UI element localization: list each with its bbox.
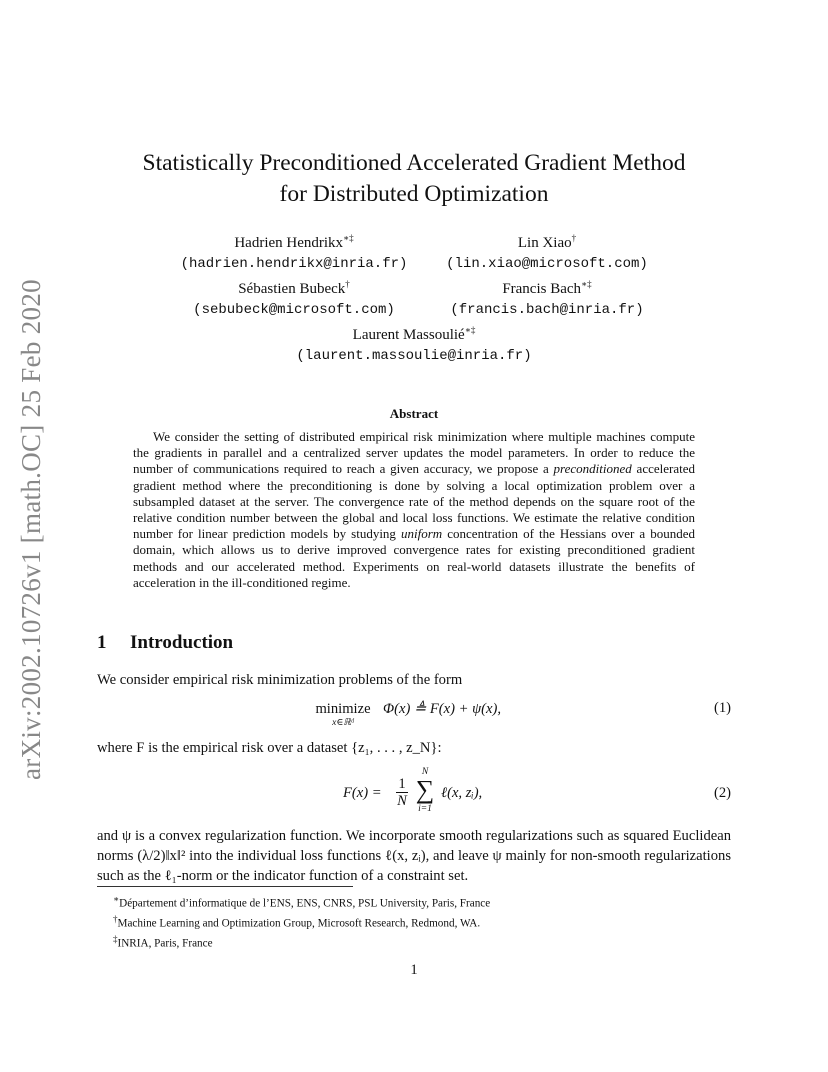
author-marks: † — [345, 279, 350, 289]
footnote-text: Département d’informatique de l’ENS, ENS, CNRS, PSL University, Paris, France — [119, 897, 491, 910]
eq2-sum-upper: N — [421, 767, 429, 777]
author-name: Laurent Massoulié — [352, 327, 465, 343]
abstract-emphasis: uniform — [401, 526, 443, 542]
eq2-fraction — [396, 776, 408, 809]
eq2-frac-denominator: N — [397, 793, 407, 809]
footnote-text: Machine Learning and Optimization Group, Microsoft Research, Redmond, WA. — [117, 917, 481, 930]
eq1-number: (1) — [713, 700, 731, 716]
arxiv-stamp: arXiv:2002.10726v1 [math.OC] 25 Feb 2020 — [16, 279, 46, 780]
eq1-op-subscript: x∈ℝᵈ — [332, 718, 354, 728]
eq2-summation — [411, 767, 439, 815]
eq2-lhs: F(x) = — [343, 785, 382, 801]
eq1-body: Φ(x) ≜ F(x) + ψ(x), — [383, 701, 501, 717]
eq1-operator — [314, 700, 372, 728]
author-4 — [397, 274, 697, 321]
eq1-op-text: minimize — [315, 701, 371, 717]
title-line-2: for Distributed Optimization — [279, 181, 549, 207]
footnote-text: INRIA, Paris, France — [117, 938, 213, 951]
footnote-mark: ∗ — [113, 894, 120, 904]
section-title: Introduction — [130, 632, 234, 653]
author-marks: ∗‡ — [343, 233, 354, 243]
abstract-part: We consider the setting of distributed empirical risk minimization where multiple machines compute the gradients in parallel and a centralized server updates the model parameters. In order to reduce the number of communications required to reach a given accuracy, we propose a — [133, 429, 695, 477]
paper-title — [100, 148, 728, 210]
eq2-frac-numerator: 1 — [396, 776, 408, 793]
intro-paragraph: and ψ is a convex regularization function. We incorporate smooth regularizations such as squared Euclidean norms (λ/2)‖x‖² into the individual loss functions ℓ(x, zᵢ), and leave ψ mainly for non-smooth regularizations such as the ℓ₁-norm or the indicator function of a constraint set. — [97, 828, 731, 884]
footnote — [113, 932, 490, 952]
abstract-heading: Abstract — [389, 406, 439, 421]
footnotes — [113, 892, 490, 953]
author-email: (francis.bach@inria.fr) — [450, 302, 644, 318]
abstract-emphasis: preconditioned — [553, 461, 632, 477]
footnote-rule — [97, 886, 353, 887]
author-2 — [397, 228, 697, 275]
author-name: Francis Bach — [502, 281, 582, 297]
intro-sentence: We consider empirical risk minimization problems of the form — [97, 672, 463, 688]
abstract-text — [133, 429, 695, 591]
author-marks: † — [571, 233, 577, 243]
where-text: where F is the empirical risk over a dataset {z₁, . . . , z_N}: — [97, 740, 442, 756]
eq2-body: ℓ(x, zᵢ), — [441, 785, 483, 801]
footnote — [113, 912, 490, 932]
eq2-number: (2) — [713, 785, 731, 801]
author-5 — [264, 320, 564, 367]
abstract-part: concentration of the Hessians over a bounded domain, which allows us to derive improved convergence rates for existing preconditioned gradient methods and our accelerated method. Experiments on real-world datasets illustrate the benefits of acceleration in the ill-conditioned regime. — [133, 526, 695, 590]
author-name: Hadrien Hendrikx — [234, 235, 344, 251]
author-email: (lin.xiao@microsoft.com) — [446, 256, 648, 272]
author-email: (laurent.massoulie@inria.fr) — [296, 348, 532, 364]
eq2-sum-lower: i=1 — [418, 804, 432, 814]
author-name: Sébastien Bubeck — [238, 281, 346, 297]
equation-1 — [97, 700, 731, 730]
author-email: (hadrien.hendrikx@inria.fr) — [180, 256, 408, 272]
author-marks: ∗‡ — [581, 279, 592, 289]
equation-2 — [97, 767, 731, 823]
abstract-part: accelerated gradient method where the preconditioning is done by solving a local optimization problem over a subsampled dataset at the server. The convergence rate of the method depends on the square root of the relative condition number between the global and local loss functions. We estimate the relative condition number for linear prediction models by studying — [133, 461, 695, 542]
footnote-mark: ‡ — [113, 934, 118, 945]
footnote — [113, 892, 490, 912]
title-line-1: Statistically Preconditioned Accelerated Gradient Method — [142, 150, 686, 176]
section-heading — [97, 632, 233, 654]
author-name: Lin Xiao — [517, 235, 572, 251]
author-email: (sebubeck@microsoft.com) — [193, 302, 395, 318]
section-number: 1 — [97, 632, 107, 653]
page-number: 1 — [410, 962, 418, 978]
eq2-sum-symbol: ∑ — [415, 775, 435, 804]
author-marks: ∗‡ — [464, 325, 476, 335]
footnote-mark: † — [113, 914, 118, 925]
